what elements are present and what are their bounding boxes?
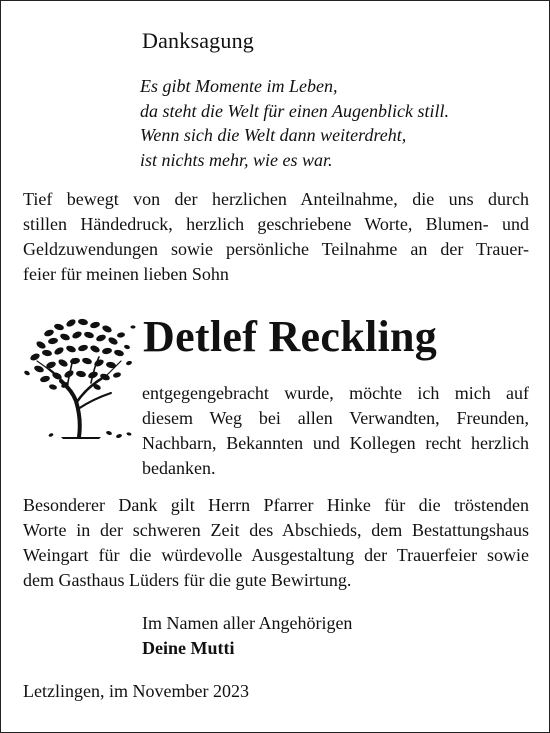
- place-date: Letzlingen, im November 2023: [23, 681, 249, 701]
- paragraph-line: entgegengebracht wurde, möchte ich mich auf: [142, 383, 529, 403]
- poem: [140, 74, 449, 172]
- paragraph-line: dem Gasthaus Lüders für die gute Bewirtung.: [23, 570, 352, 590]
- paragraph-line: Nachbarn, Bekannten und Kollegen recht herzlich: [142, 433, 529, 453]
- special-thanks-paragraph: [23, 493, 529, 593]
- paragraph-line: Worte in der schweren Zeit des Abschieds, dem Bestattungshaus: [23, 520, 529, 540]
- paragraph-line: Weingart für die würdevolle Ausgestaltung der Trauerfeier sowie: [23, 545, 529, 565]
- signature: Deine Mutti: [142, 638, 235, 658]
- poem-line: Wenn sich die Welt dann weiterdreht,: [140, 125, 407, 145]
- poem-line: da steht die Welt für einen Augenblick still.: [140, 100, 449, 121]
- paragraph-line: Besonderer Dank gilt Herrn Pfarrer Hinke für die tröstenden: [23, 495, 529, 515]
- paragraph-line: Tief bewegt von der herzlichen Anteilnahme, die uns durch: [23, 189, 529, 209]
- thanks-paragraph: [142, 381, 529, 481]
- poem-line: ist nichts mehr, wie es war.: [140, 149, 333, 170]
- windblown-tree-icon: [21, 313, 141, 441]
- deceased-name: Detlef Reckling: [143, 312, 438, 361]
- paragraph-line: diesem Weg bei allen Verwandten, Freunden,: [142, 408, 529, 428]
- paragraph-line: Geldzuwendungen sowie persönliche Teilnahme an der Trauer-: [23, 239, 529, 259]
- notice-heading: Danksagung: [142, 28, 254, 53]
- closing-line: Im Namen aller Angehörigen: [142, 613, 353, 633]
- paragraph-line: feier für meinen lieben Sohn: [23, 264, 229, 284]
- intro-paragraph: [23, 187, 529, 287]
- paragraph-line: bedanken.: [142, 458, 216, 478]
- paragraph-line: stillen Händedruck, herzlich geschriebene Worte, Blumen- und: [23, 214, 529, 234]
- poem-line: Es gibt Momente im Leben,: [140, 76, 338, 96]
